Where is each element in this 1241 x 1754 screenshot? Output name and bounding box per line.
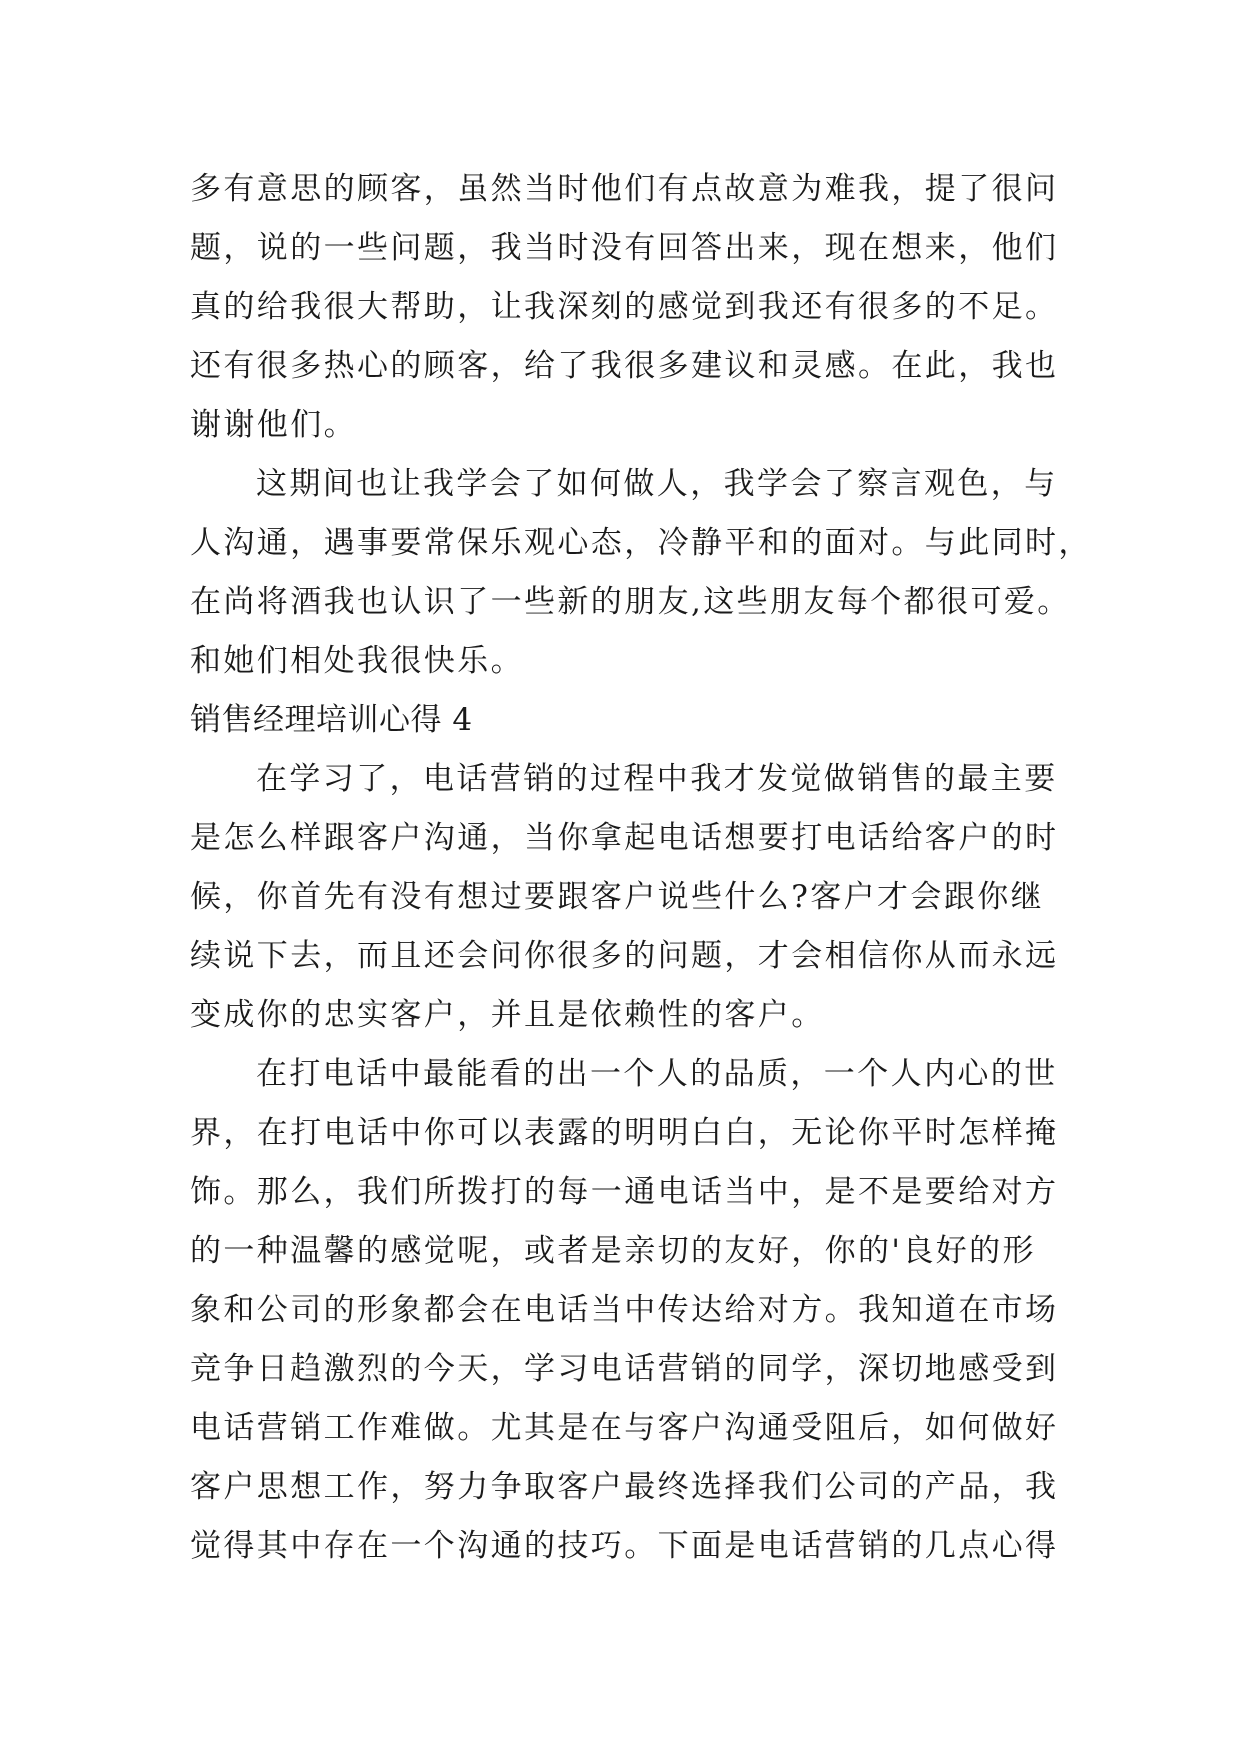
text-line: 是怎么样跟客户沟通，当你拿起电话想要打电话给客户的时: [190, 820, 1059, 856]
body-text: [190, 160, 1092, 1576]
text-line: 谢谢他们。: [190, 407, 357, 443]
text-line: 客户思想工作，努力争取客户最终选择我们公司的产品，我: [190, 1469, 1059, 1505]
text-line: 真的给我很大帮助，让我深刻的感觉到我还有很多的不足。: [190, 289, 1059, 325]
text-line: 还有很多热心的顾客，给了我很多建议和灵感。在此，我也: [190, 348, 1059, 384]
text-line: 的一种温馨的感觉呢，或者是亲切的友好，你的'良好的形: [190, 1233, 1036, 1269]
text-line: 人沟通，遇事要常保乐观心态，冷静平和的面对。与此同时，: [190, 525, 1092, 561]
paragraph-first-line: 这期间也让我学会了如何做人，我学会了察言观色，与: [256, 466, 1058, 502]
text-line: 竞争日趋激烈的今天，学习电话营销的同学，深切地感受到: [190, 1351, 1059, 1387]
text-line: 变成你的忠实客户，并且是依赖性的客户。: [190, 997, 825, 1033]
paragraph-first-line: 在打电话中最能看的出一个人的品质，一个人内心的世: [256, 1056, 1058, 1092]
text-line: 象和公司的形象都会在电话当中传达给对方。我知道在市场: [190, 1292, 1059, 1328]
text-line: 候，你首先有没有想过要跟客户说些什么?客户才会跟你继: [190, 879, 1045, 915]
text-line: 电话营销工作难做。尤其是在与客户沟通受阻后，如何做好: [190, 1410, 1059, 1446]
text-line: 饰。那么，我们所拨打的每一通电话当中，是不是要给对方: [190, 1174, 1059, 1210]
text-line: 续说下去，而且还会问你很多的问题，才会相信你从而永远: [190, 938, 1059, 974]
text-line: 界，在打电话中你可以表露的明明白白，无论你平时怎样掩: [190, 1115, 1059, 1151]
text-line: 觉得其中存在一个沟通的技巧。下面是电话营销的几点心得: [190, 1528, 1059, 1564]
text-line: 和她们相处我很快乐。: [190, 643, 524, 679]
text-line: 在尚将酒我也认识了一些新的朋友,这些朋友每个都很可爱。: [190, 584, 1071, 620]
text-line: 多有意思的顾客，虽然当时他们有点故意为难我，提了很问: [190, 171, 1059, 207]
section-heading: 销售经理培训心得 4: [190, 702, 473, 738]
text-line: 题，说的一些问题，我当时没有回答出来，现在想来，他们: [190, 230, 1059, 266]
paragraph-first-line: 在学习了，电话营销的过程中我才发觉做销售的最主要: [256, 761, 1058, 797]
